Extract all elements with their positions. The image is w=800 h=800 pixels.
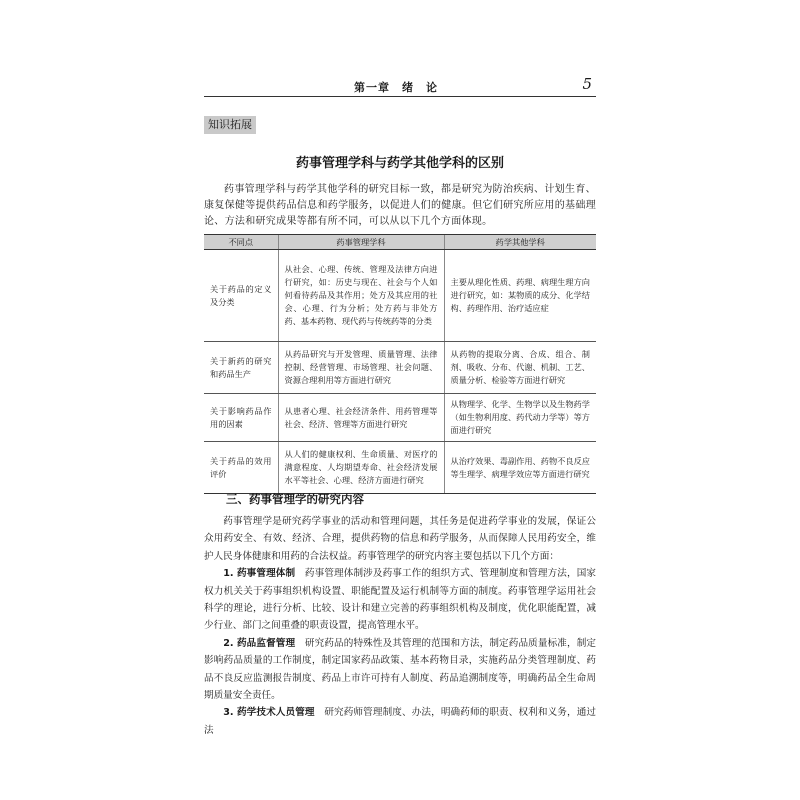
box-intro — [204, 182, 596, 230]
management-cell: 从药品研究与开发管理、质量管理、法律控制、经营管理、市场管理、社会问题、资源合理利用等方面进行研究 — [278, 342, 444, 394]
section-intro-paragraph: 药事管理学是研究药学事业的活动和管理问题，其任务是促进药学事业的发展，保证公众用药安全、有效、经济、合理，提供药物的信息和药学服务，从而保障人民用药安全，维护人民身体健康和用药的合法权益。药事管理学的研究内容主要包括以下几个方面： — [204, 516, 596, 562]
running-header — [204, 75, 596, 94]
other-cell: 从治疗效果、毒副作用、药物不良反应等生理学、病理学效应等方面进行研究 — [444, 442, 596, 494]
paragraph-text: 药事管理体制涉及药事工作的组织方式、管理制度和管理方法，国家权力机关关于药事组织机构设置、职能配置及运行机制等方面的制度。药事管理学运用社会科学的理论，进行分析、比较、设计和建立完善的药事组织机构及制度，优化职能配置，减少行业、部门之间重叠的职责设置，提高管理水平。 — [204, 568, 597, 632]
term-label: 3. 药学技术人员管理 — [223, 707, 315, 719]
table-row — [204, 250, 596, 342]
chapter-title: 第一章 绪 论 — [354, 81, 438, 94]
table-row — [204, 442, 596, 494]
aspect-cell: 关于新药的研究和药品生产 — [204, 342, 278, 394]
header-cell-aspect: 不同点 — [204, 235, 278, 250]
knowledge-extension-tag: 知识拓展 — [204, 116, 256, 134]
other-cell: 主要从理化性质、药理、病理生理方向进行研究，如：某物质的成分、化学结构、药理作用、治疗适应症 — [444, 250, 596, 342]
other-cell: 从药物的提取分离、合成、组合、制剂、吸收、分布、代谢、机制、工艺、质量分析、检验等方面进行研究 — [444, 342, 596, 394]
paragraph-management-system — [204, 565, 596, 635]
paragraph-drug-supervision — [204, 635, 596, 705]
management-cell: 从人们的健康权利、生命质量、对医疗的满意程度、人均期望寿命、社会经济发展水平等社会、心理、经济方面进行研究 — [278, 442, 444, 494]
table-row — [204, 394, 596, 442]
page-number: 5 — [582, 75, 592, 93]
section-heading: 三、药事管理学的研究内容 — [226, 492, 364, 506]
table-row — [204, 342, 596, 394]
header-rule — [204, 96, 596, 97]
paragraph-text: 研究药品的特殊性及其管理的范围和方法，制定药品质量标准，制定影响药品质量的工作制度，制定国家药品政策、基本药物目录，实施药品分类管理制度、药品不良反应监测报告制度、药品上市许可持有人制度、药品追溯制度等，明确药品全生命周期质量安全责任。 — [204, 637, 597, 702]
other-cell: 从物理学、化学、生物学以及生物药学（如生物利用度、药代动力学等）等方面进行研究 — [444, 394, 596, 442]
header-cell-other: 药学其他学科 — [444, 235, 596, 250]
paragraph-text: 研究药师管理制度、办法，明确药师的职责、权利和义务，通过法 — [204, 707, 597, 736]
box-intro-paragraph: 药事管理学科与药学其他学科的研究目标一致，都是研究为防治疾病、计划生育、康复保健等提供药品信息和药学服务，以促进人们的健康。但它们研究所应用的基础理论、方法和研究成果等都有所不同，可以从以下几个方面体现。 — [204, 184, 596, 227]
term-label: 2. 药品监督管理 — [223, 637, 296, 649]
header-cell-management: 药事管理学科 — [278, 235, 444, 250]
table-header-row — [204, 235, 596, 250]
paragraph-pharmacist-management — [204, 704, 596, 739]
aspect-cell: 关于药品的定义及分类 — [204, 250, 278, 342]
management-cell: 从社会、心理、传统、管理及法律方向进行研究，如：历史与现在、社会与个人如何看待药品及其作用；处方及其应用的社会、心理、行为分析；处方药与非处方药、基本药物、现代药与传统药等的分类 — [278, 250, 444, 342]
aspect-cell: 关于影响药品作用的因素 — [204, 394, 278, 442]
comparison-table — [204, 234, 596, 494]
management-cell: 从患者心理、社会经济条件、用药管理等社会、经济、管理等方面进行研究 — [278, 394, 444, 442]
box-title: 药事管理学科与药学其他学科的区别 — [295, 156, 504, 171]
term-label: 1. 药事管理体制 — [223, 568, 296, 580]
body-text — [204, 513, 596, 739]
aspect-cell: 关于药品的效用评价 — [204, 442, 278, 494]
